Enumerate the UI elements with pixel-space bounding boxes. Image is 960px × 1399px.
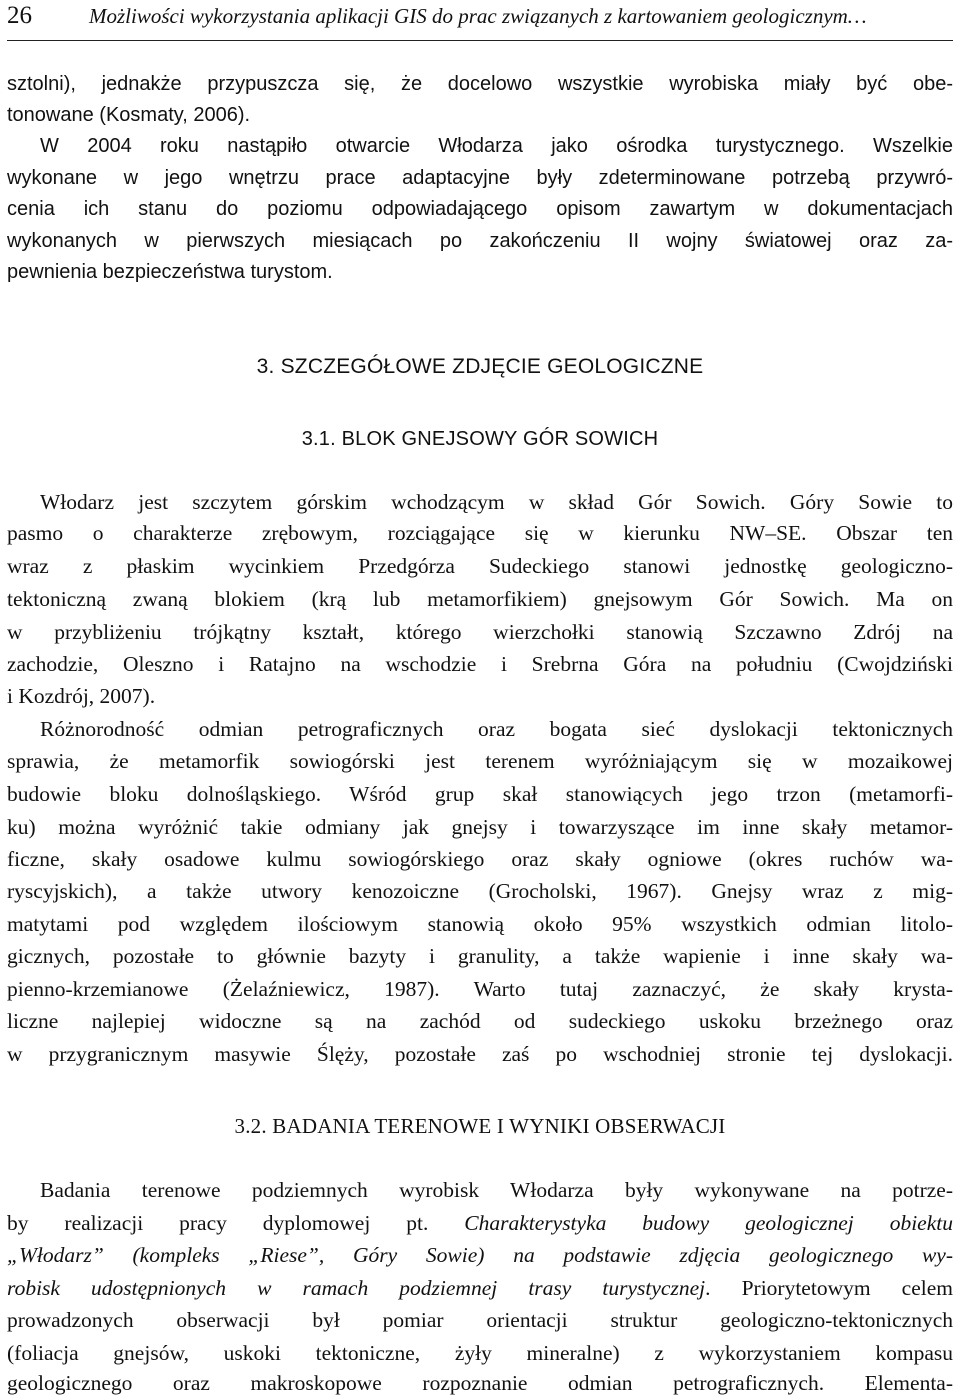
body-line: matytami pod względem ilościowym stanowią około 95% wszystkich odmian litolo- bbox=[7, 912, 953, 936]
body-line: Włodarz jest szczytem górskim wchodzącym w skład Gór Sowich. Góry Sowie to bbox=[40, 490, 953, 514]
body-line: gicznych, pozostałe to głównie bazyty i granulity, a także wapienie i inne skały wa- bbox=[7, 944, 953, 968]
running-header bbox=[7, 0, 953, 41]
body-line bbox=[7, 1240, 953, 1270]
section-heading-3: 3. SZCZEGÓŁOWE ZDJĘCIE GEOLOGICZNE bbox=[256, 355, 704, 378]
section-heading-3-1: 3.1. BLOK GNEJSOWY GÓR SOWICH bbox=[301, 428, 659, 450]
body-line: liczne najlepiej widoczne są na zachód od sudeckiego uskoku brzeżnego oraz bbox=[7, 1009, 953, 1033]
thesis-title-text: robisk udostępnionych w ramach podziemnej trasy turystycznej bbox=[7, 1276, 706, 1300]
section-heading-3-2: 3.2. BADANIA TERENOWE I WYNIKI OBSERWACJI bbox=[234, 1114, 726, 1138]
body-line: w przybliżeniu trójkątny kształt, którego wierzchołki stanowią Szczawno Zdrój na bbox=[7, 620, 953, 644]
body-line: w przygranicznym masywie Ślęży, pozostałe zaś po wschodniej stronie tej dyslokacji. bbox=[7, 1042, 953, 1066]
body-line: (foliacja gnejsów, uskoki tektoniczne, żyły mineralne) z wykorzystaniem kompasu bbox=[7, 1341, 953, 1365]
body-line: ryscyjskich), a także utwory kenozoiczne (Grocholski, 1967). Gnejsy wraz z mig- bbox=[7, 879, 953, 903]
body-line: sprawia, że metamorfik sowiogórski jest terenem wyróżniającym się w mozaikowej bbox=[7, 749, 953, 773]
body-line: i Kozdrój, 2007). bbox=[7, 684, 156, 708]
body-line: ku) można wyróżnić takie odmiany jak gnejsy i towarzyszące im inne skały metamor- bbox=[7, 815, 953, 839]
body-line: Badania terenowe podziemnych wyrobisk Włodarza były wykonywane na potrze- bbox=[40, 1178, 953, 1202]
body-line: wraz z płaskim wycinkiem Przedgórza Sudeckiego stanowi jednostkę geologiczno- bbox=[7, 554, 953, 578]
thesis-title-text: Charakterystyka budowy geologicznej obiektu bbox=[464, 1211, 953, 1235]
intro-line: tonowane (Kosmaty, 2006). bbox=[7, 104, 251, 126]
intro-line: pewnienia bezpieczeństwa turystom. bbox=[7, 261, 333, 283]
body-line: pienno-krzemianowe (Żelaźniewicz, 1987). Warto tutaj zaznaczyć, że skały krysta- bbox=[7, 977, 953, 1001]
body-text: . Priorytetowym celem bbox=[705, 1276, 953, 1300]
body-line: budowie bloku dolnośląskiego. Wśród grup skał stanowiących jego trzon (metamorfi- bbox=[7, 782, 953, 806]
intro-line: W 2004 roku nastąpiło otwarcie Włodarza jako ośrodka turystycznego. Wszelkie bbox=[40, 135, 953, 157]
body-line: prowadzonych obserwacji był pomiar orientacji struktur geologiczno-tektonicznych bbox=[7, 1308, 953, 1332]
body-text: by realizacji pracy dyplomowej pt. bbox=[7, 1211, 465, 1235]
body-line bbox=[7, 1208, 953, 1238]
running-title: Możliwości wykorzystania aplikacji GIS do prac związanych z kartowaniem geologicznym… bbox=[89, 4, 867, 28]
body-line: zachodzie, Oleszno i Ratajno na wschodzie i Srebrna Góra na południu (Cwojdziński bbox=[7, 652, 953, 676]
body-line: Różnorodność odmian petrograficznych oraz bogata sieć dyslokacji tektonicznych bbox=[40, 717, 953, 741]
intro-line: wykonane w jego wnętrzu prace adaptacyjne były zdeterminowane potrzebą przywró- bbox=[7, 167, 953, 189]
body-line: pasmo o charakterze zrębowym, rozciągające się w kierunku NW–SE. Obszar ten bbox=[7, 521, 953, 545]
thesis-title-text: „Włodarz” (kompleks „Riese”, Góry Sowie) na podstawie zdjęcia geologicznego wy- bbox=[7, 1243, 953, 1267]
body-line: geologicznego oraz makroskopowe rozpoznanie odmian petrograficznych. Elementa- bbox=[7, 1371, 953, 1395]
body-line bbox=[7, 1273, 953, 1303]
intro-line: cenia ich stanu do poziomu odpowiadającego opisom zawartym w dokumentacjach bbox=[7, 198, 953, 220]
body-line: ficzne, skały osadowe kulmu sowiogórskiego oraz skały ogniowe (okres ruchów wa- bbox=[7, 847, 953, 871]
intro-line: wykonanych w pierwszych miesiącach po zakończeniu II wojny światowej oraz za- bbox=[7, 230, 953, 252]
body-line: tektoniczną zwaną blokiem (krą lub metamorfikiem) gnejsowym Gór Sowich. Ma on bbox=[7, 587, 953, 611]
intro-line: sztolni), jednakże przypuszcza się, że docelowo wszystkie wyrobiska miały być obe- bbox=[7, 73, 953, 95]
page-number: 26 bbox=[7, 2, 32, 29]
